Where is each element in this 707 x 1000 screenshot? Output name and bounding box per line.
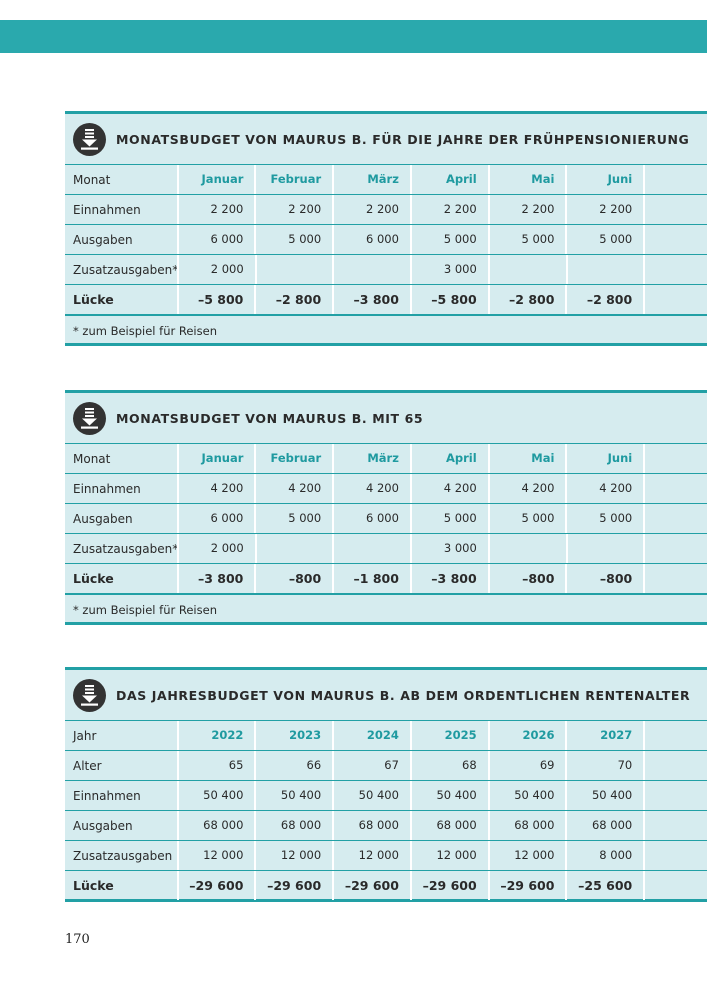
table-cell: –3 800	[177, 564, 255, 593]
row-label: Einnahmen	[73, 202, 141, 217]
table-cell: 5 000	[254, 225, 332, 254]
table-cell: 3 000	[410, 255, 488, 284]
table-cell: 6 000	[332, 504, 410, 533]
empty-cell	[643, 534, 707, 563]
column-header: 2027	[565, 721, 643, 750]
table-row	[65, 225, 707, 255]
table-cell: –25 600	[565, 871, 643, 900]
row-label: Lücke	[73, 292, 114, 307]
top-color-band	[0, 20, 707, 53]
empty-cell	[643, 474, 707, 503]
empty-cell	[643, 564, 707, 593]
table-row	[65, 534, 707, 564]
table-row	[65, 195, 707, 225]
table-cell: 68	[410, 751, 488, 780]
row-label: Einnahmen	[73, 788, 141, 803]
empty-cell	[643, 721, 707, 750]
table-cell: 5 000	[565, 225, 643, 254]
table-row	[65, 255, 707, 285]
download-icon[interactable]	[73, 123, 106, 156]
table-cell: 50 400	[332, 781, 410, 810]
table-cell: 50 400	[177, 781, 255, 810]
empty-cell	[643, 165, 707, 194]
table-cell: 68 000	[488, 811, 566, 840]
table-header-bar	[65, 670, 707, 721]
download-icon[interactable]	[73, 402, 106, 435]
table-cell: 2 200	[254, 195, 332, 224]
empty-cell	[643, 195, 707, 224]
table-row-total	[65, 564, 707, 594]
table-cell: 50 400	[410, 781, 488, 810]
empty-cell	[643, 285, 707, 314]
column-header: Januar	[177, 165, 255, 194]
empty-cell	[643, 841, 707, 870]
table-row	[65, 781, 707, 811]
table-row-total	[65, 871, 707, 900]
table-row	[65, 751, 707, 781]
table-cell: 68 000	[332, 811, 410, 840]
table-header-row	[65, 444, 707, 474]
table-early-retirement-monthly-budget	[65, 111, 707, 346]
row-label: Monat	[73, 451, 111, 466]
row-label: Ausgaben	[73, 511, 133, 526]
table-cell: –3 800	[410, 564, 488, 593]
table-cell: 68 000	[410, 811, 488, 840]
table-cell: 5 000	[254, 504, 332, 533]
table-cell: 2 200	[565, 195, 643, 224]
column-header: Januar	[177, 444, 255, 473]
column-header: Juni	[565, 444, 643, 473]
table-cell: –5 800	[410, 285, 488, 314]
table-cell	[332, 255, 410, 284]
column-header: April	[410, 444, 488, 473]
table-cell: 6 000	[177, 504, 255, 533]
table-cell: 70	[565, 751, 643, 780]
table-row	[65, 811, 707, 841]
table-cell: 12 000	[410, 841, 488, 870]
table-row-total	[65, 285, 707, 315]
table-cell: 12 000	[332, 841, 410, 870]
table-cell: –1 800	[332, 564, 410, 593]
row-label: Zusatzausgaben*	[73, 262, 179, 277]
empty-cell	[643, 504, 707, 533]
table-cell: 5 000	[565, 504, 643, 533]
row-label: Monat	[73, 172, 111, 187]
table-cell: –2 800	[565, 285, 643, 314]
empty-cell	[643, 811, 707, 840]
table-cell	[566, 255, 644, 284]
table-cell: 69	[488, 751, 566, 780]
table-footnote: * zum Beispiel für Reisen	[65, 594, 707, 625]
table-cell	[488, 255, 566, 284]
table-cell: 6 000	[177, 225, 255, 254]
table-cell: –29 600	[410, 871, 488, 900]
table-cell: 65	[177, 751, 255, 780]
table-cell: –2 800	[254, 285, 332, 314]
column-header: Mai	[488, 444, 566, 473]
table-cell: –29 600	[254, 871, 332, 900]
table-cell: –800	[254, 564, 332, 593]
table-cell: 12 000	[488, 841, 566, 870]
table-cell: 50 400	[254, 781, 332, 810]
table-cell: 4 200	[565, 474, 643, 503]
table-cell: –29 600	[177, 871, 255, 900]
table-title: MONATSBUDGET VON MAURUS B. MIT 65	[116, 410, 424, 426]
row-label: Zusatzausgaben*	[73, 541, 179, 556]
table-row	[65, 504, 707, 534]
empty-cell	[643, 225, 707, 254]
column-header: Februar	[254, 444, 332, 473]
row-label: Ausgaben	[73, 818, 133, 833]
row-label: Lücke	[73, 878, 114, 893]
table-cell: 3 000	[410, 534, 488, 563]
column-header: März	[332, 165, 410, 194]
table-cell: –800	[565, 564, 643, 593]
table-cell: 2 200	[177, 195, 255, 224]
empty-cell	[643, 255, 707, 284]
table-cell: 50 400	[488, 781, 566, 810]
table-cell: 4 200	[254, 474, 332, 503]
table-cell: 2 200	[410, 195, 488, 224]
column-header: April	[410, 165, 488, 194]
table-cell: –2 800	[488, 285, 566, 314]
table-cell	[332, 534, 410, 563]
table-cell: 8 000	[565, 841, 643, 870]
table-cell: 2 000	[177, 534, 255, 563]
row-label: Lücke	[73, 571, 114, 586]
table-cell: –3 800	[332, 285, 410, 314]
table-header-row	[65, 721, 707, 751]
download-icon[interactable]	[73, 679, 106, 712]
row-label: Einnahmen	[73, 481, 141, 496]
table-cell: –29 600	[488, 871, 566, 900]
column-header: 2022	[177, 721, 255, 750]
table-cell: 68 000	[177, 811, 255, 840]
table-cell: 4 200	[332, 474, 410, 503]
table-cell: 4 200	[488, 474, 566, 503]
row-label: Jahr	[73, 728, 97, 743]
page-number: 170	[65, 932, 90, 947]
table-cell: 2 200	[332, 195, 410, 224]
table-cell: –800	[488, 564, 566, 593]
empty-cell	[643, 781, 707, 810]
table-cell: 66	[254, 751, 332, 780]
table-cell: –5 800	[177, 285, 255, 314]
table-cell: 12 000	[177, 841, 255, 870]
table-row	[65, 841, 707, 871]
row-label: Alter	[73, 758, 102, 773]
table-title: DAS JAHRESBUDGET VON MAURUS B. AB DEM ORDENTLICHEN RENTENALTER	[116, 687, 691, 703]
empty-cell	[643, 751, 707, 780]
column-header: Juni	[565, 165, 643, 194]
table-row	[65, 474, 707, 504]
column-header: 2024	[332, 721, 410, 750]
table-cell: 5 000	[410, 225, 488, 254]
table-header-bar	[65, 114, 707, 165]
column-header: Mai	[488, 165, 566, 194]
column-header: 2023	[254, 721, 332, 750]
column-header: 2026	[488, 721, 566, 750]
table-annual-budget-retirement-age	[65, 667, 707, 902]
empty-cell	[643, 444, 707, 473]
table-cell: 4 200	[410, 474, 488, 503]
table-cell: 5 000	[488, 504, 566, 533]
table-cell: 6 000	[332, 225, 410, 254]
table-title: MONATSBUDGET VON MAURUS B. FÜR DIE JAHRE DER FRÜHPENSIONIERUNG	[116, 131, 690, 147]
table-footnote: * zum Beispiel für Reisen	[65, 315, 707, 346]
table-cell: 5 000	[488, 225, 566, 254]
table-cell	[488, 534, 566, 563]
column-header: Februar	[254, 165, 332, 194]
table-cell: 4 200	[177, 474, 255, 503]
table-monthly-budget-at-65	[65, 390, 707, 625]
row-label: Zusatzausgaben	[73, 848, 173, 863]
table-cell	[255, 534, 333, 563]
empty-cell	[643, 871, 707, 900]
table-header-row	[65, 165, 707, 195]
table-header-bar	[65, 393, 707, 444]
table-cell	[566, 534, 644, 563]
table-cell: 68 000	[565, 811, 643, 840]
table-cell	[255, 255, 333, 284]
column-header: 2025	[410, 721, 488, 750]
table-cell: 12 000	[254, 841, 332, 870]
table-cell: 68 000	[254, 811, 332, 840]
table-cell: 2 200	[488, 195, 566, 224]
table-cell: –29 600	[332, 871, 410, 900]
column-header: März	[332, 444, 410, 473]
table-cell: 2 000	[177, 255, 255, 284]
row-label: Ausgaben	[73, 232, 133, 247]
table-cell: 5 000	[410, 504, 488, 533]
table-cell: 50 400	[565, 781, 643, 810]
table-cell: 67	[332, 751, 410, 780]
